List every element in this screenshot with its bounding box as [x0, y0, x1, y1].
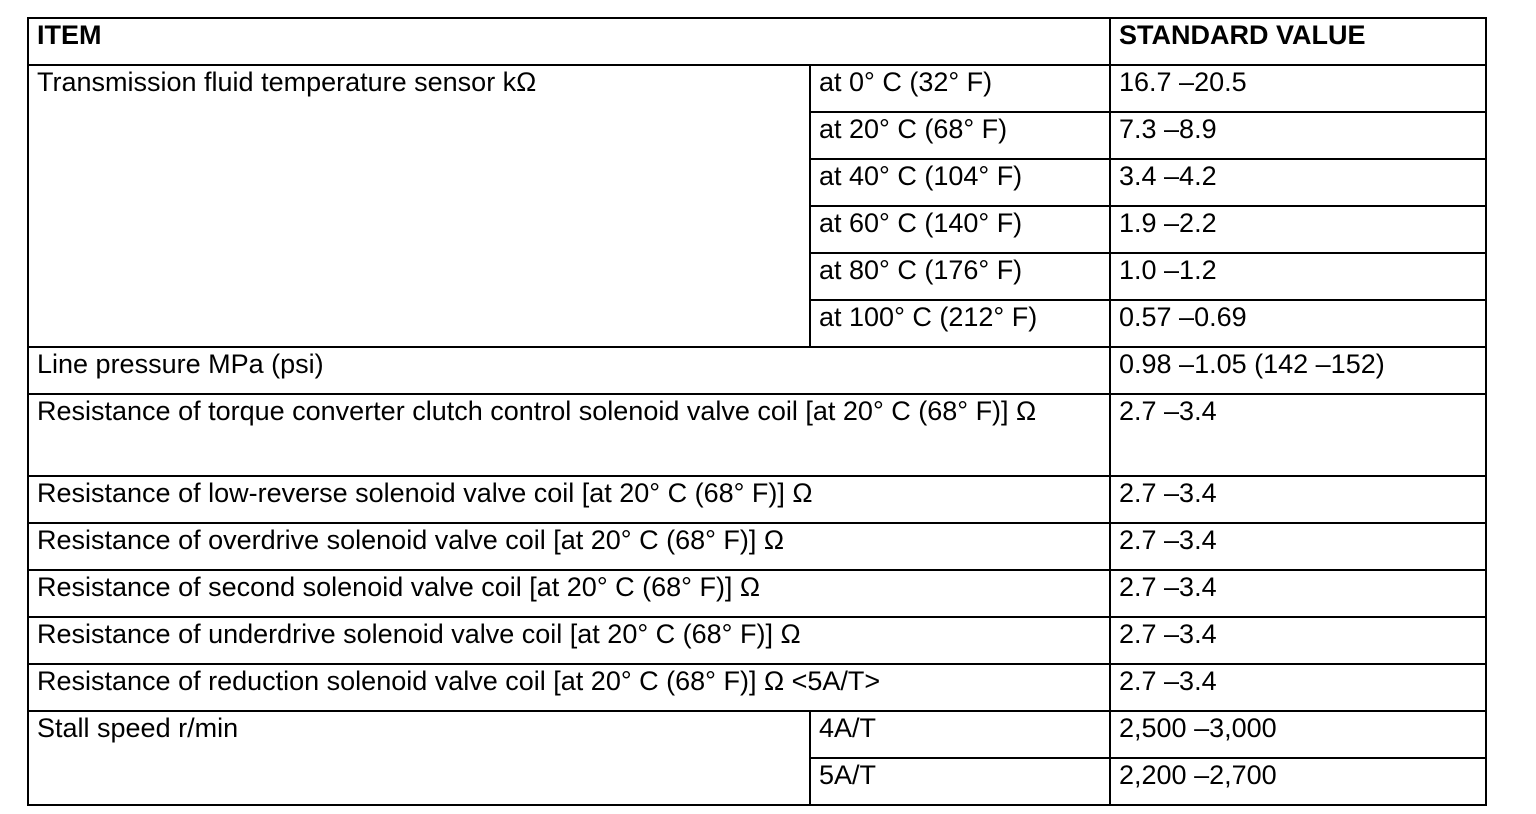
condition-cell: at 20° C (68° F): [810, 112, 1110, 159]
table-row: [28, 570, 1486, 617]
header-row: [28, 18, 1486, 65]
item-cell: Transmission fluid temperature sensor kΩ: [28, 65, 810, 347]
specification-table: [27, 17, 1487, 806]
value-cell: 2.7 –3.4: [1110, 664, 1486, 711]
value-cell: 2.7 –3.4: [1110, 394, 1486, 476]
table-row: [28, 347, 1486, 394]
item-cell: Stall speed r/min: [28, 711, 810, 805]
table-row: [28, 617, 1486, 664]
value-cell: 0.98 –1.05 (142 –152): [1110, 347, 1486, 394]
header-standard-value: STANDARD VALUE: [1110, 18, 1486, 65]
value-cell: 16.7 –20.5: [1110, 65, 1486, 112]
item-cell: Line pressure MPa (psi): [28, 347, 1110, 394]
table-row: [28, 476, 1486, 523]
value-cell: 1.9 –2.2: [1110, 206, 1486, 253]
table-row: [28, 523, 1486, 570]
table-row: [28, 65, 1486, 112]
item-cell: Resistance of second solenoid valve coil [at 20° C (68° F)] Ω: [28, 570, 1110, 617]
value-cell: 2.7 –3.4: [1110, 523, 1486, 570]
value-cell: 7.3 –8.9: [1110, 112, 1486, 159]
header-item: ITEM: [28, 18, 1110, 65]
value-cell: 2,500 –3,000: [1110, 711, 1486, 758]
value-cell: 2,200 –2,700: [1110, 758, 1486, 805]
condition-cell: at 80° C (176° F): [810, 253, 1110, 300]
condition-cell: at 100° C (212° F): [810, 300, 1110, 347]
condition-cell: at 40° C (104° F): [810, 159, 1110, 206]
table-row: [28, 711, 1486, 758]
condition-cell: at 0° C (32° F): [810, 65, 1110, 112]
table-row: [28, 664, 1486, 711]
item-cell: Resistance of overdrive solenoid valve coil [at 20° C (68° F)] Ω: [28, 523, 1110, 570]
condition-cell: 4A/T: [810, 711, 1110, 758]
item-cell: Resistance of reduction solenoid valve coil [at 20° C (68° F)] Ω <5A/T>: [28, 664, 1110, 711]
table-row: [28, 394, 1486, 476]
item-cell: Resistance of torque converter clutch control solenoid valve coil [at 20° C (68° F)] Ω: [28, 394, 1110, 476]
item-cell: Resistance of low-reverse solenoid valve coil [at 20° C (68° F)] Ω: [28, 476, 1110, 523]
item-cell: Resistance of underdrive solenoid valve coil [at 20° C (68° F)] Ω: [28, 617, 1110, 664]
value-cell: 3.4 –4.2: [1110, 159, 1486, 206]
value-cell: 1.0 –1.2: [1110, 253, 1486, 300]
value-cell: 2.7 –3.4: [1110, 476, 1486, 523]
condition-cell: at 60° C (140° F): [810, 206, 1110, 253]
value-cell: 0.57 –0.69: [1110, 300, 1486, 347]
value-cell: 2.7 –3.4: [1110, 617, 1486, 664]
value-cell: 2.7 –3.4: [1110, 570, 1486, 617]
condition-cell: 5A/T: [810, 758, 1110, 805]
